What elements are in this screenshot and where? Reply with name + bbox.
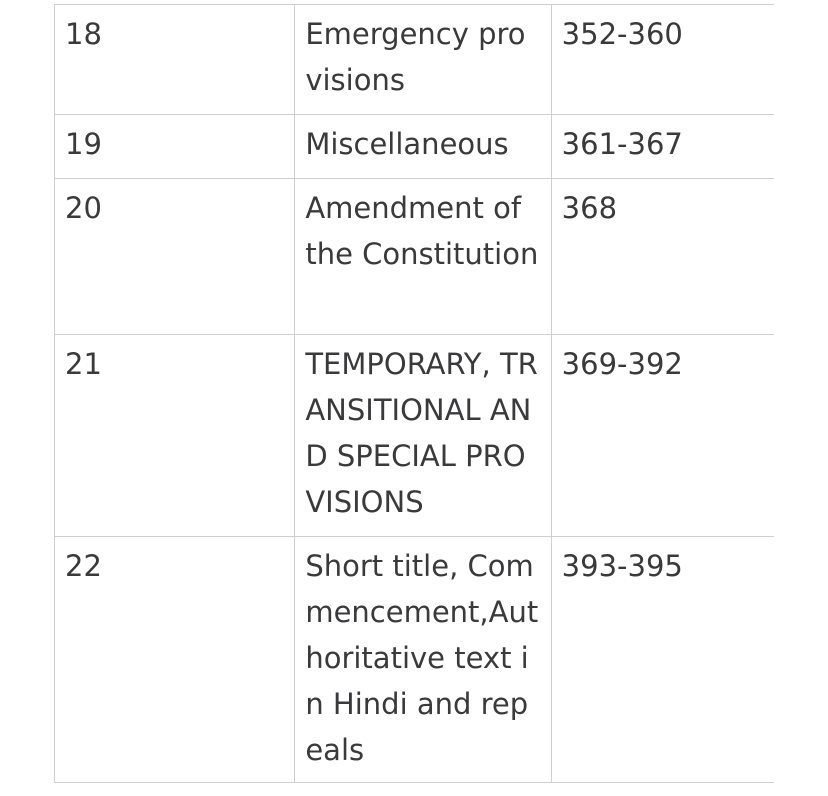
subject-cell (295, 179, 551, 335)
part-number: 19 (65, 127, 102, 161)
articles-cell (551, 537, 774, 783)
subject-text: Amendment of the Constitution (305, 191, 539, 271)
part-number: 21 (65, 347, 102, 381)
articles-range: 368 (561, 191, 618, 225)
constitution-parts-table (54, 4, 774, 783)
subject-text: TEMPORARY, TRANSITIONAL AND SPECIAL PROVISIONS (305, 347, 538, 519)
part-number-cell (55, 5, 295, 115)
part-number-cell (55, 179, 295, 335)
table-row (55, 5, 775, 115)
part-number-cell (55, 335, 295, 537)
articles-range: 369-392 (561, 347, 683, 381)
subject-text: Emergency provisions (305, 17, 526, 97)
table-row (55, 179, 775, 335)
articles-cell (551, 115, 774, 179)
subject-cell (295, 537, 551, 783)
subject-cell (295, 115, 551, 179)
subject-cell (295, 5, 551, 115)
articles-cell (551, 5, 774, 115)
part-number: 20 (65, 191, 102, 225)
table-row (55, 115, 775, 179)
articles-cell (551, 179, 774, 335)
part-number: 18 (65, 17, 102, 51)
part-number-cell (55, 537, 295, 783)
articles-range: 393-395 (561, 549, 683, 583)
part-number: 22 (65, 549, 102, 583)
articles-range: 352-360 (561, 17, 683, 51)
table-row (55, 335, 775, 537)
articles-range: 361-367 (561, 127, 683, 161)
subject-cell (295, 335, 551, 537)
part-number-cell (55, 115, 295, 179)
articles-cell (551, 335, 774, 537)
subject-text: Short title, Commencement,Authoritative text in Hindi and repeals (305, 549, 539, 767)
table-row (55, 537, 775, 783)
subject-text: Miscellaneous (305, 127, 509, 161)
